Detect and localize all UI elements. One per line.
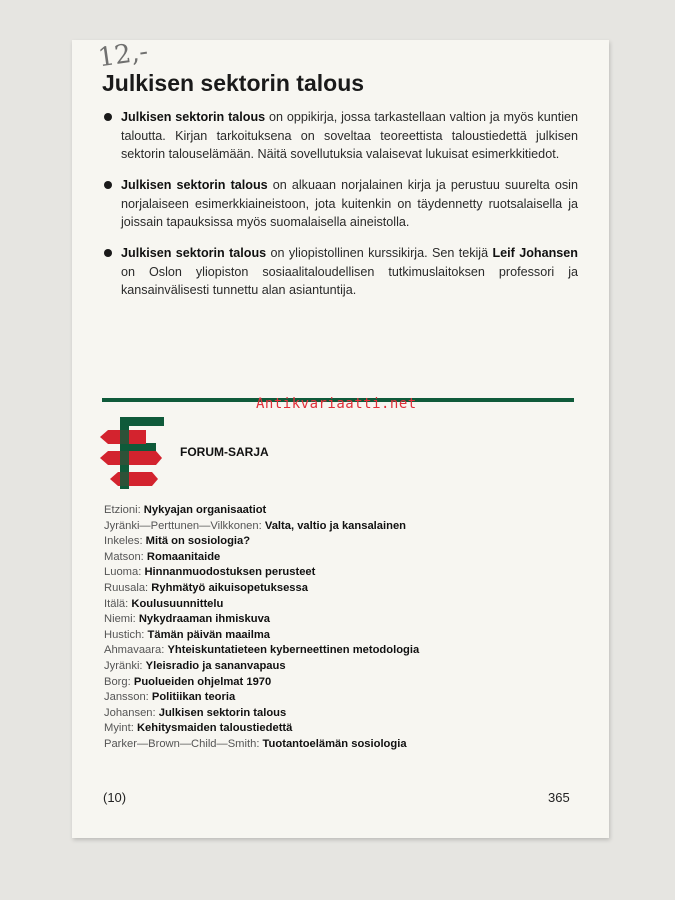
bullet-icon [104, 181, 112, 189]
list-item [104, 675, 564, 691]
list-item [104, 737, 564, 753]
list-item [104, 612, 564, 628]
catalog-number: 365 [548, 790, 570, 805]
series-label: FORUM-SARJA [180, 445, 269, 459]
bullet-icon [104, 113, 112, 121]
list-item [104, 550, 564, 566]
book-title: Julkisen sektorin talous [102, 70, 365, 96]
book-work-title: Yhteiskuntatieteen kyberneettinen metodologia [167, 644, 420, 657]
list-item [104, 721, 564, 737]
book-work-title: Julkisen sektorin talous [158, 706, 287, 719]
book-work-title: Hinnanmuodostuksen perusteet [144, 566, 316, 579]
book-author: Etzioni: [104, 504, 141, 516]
forum-logo-icon [98, 413, 168, 493]
book-author: Borg: [104, 675, 131, 688]
book-work-title: Tuotantoelämän sosiologia [262, 737, 407, 750]
book-author: Jyränki: [104, 659, 143, 672]
book-author: Hustich: [104, 628, 145, 641]
list-item [104, 519, 564, 535]
description-list [104, 108, 578, 310]
book-author: Matson: [104, 550, 144, 563]
paragraph-bold-title: Julkisen sektorin talous [121, 178, 268, 193]
handwritten-price: 12,- [96, 36, 150, 74]
book-author: Jyränki—Perttunen—Vilkkonen: [104, 519, 262, 532]
book-author: Parker—Brown—Child—Smith: [104, 737, 260, 750]
list-item [104, 628, 564, 644]
book-work-title: Valta, valtio ja kansalainen [264, 519, 407, 532]
watermark: Antikvariaatti.net [256, 396, 417, 412]
description-paragraph [104, 108, 578, 164]
book-work-title: Kehitysmaiden taloustiedettä [136, 722, 293, 735]
author-name: Leif Johansen [492, 246, 578, 261]
book-work-title: Nykyajan organisaatiot [143, 504, 267, 516]
book-work-title: Mitä on sosiologia? [145, 535, 251, 548]
book-author: Ruusala: [104, 581, 149, 594]
paragraph-text-continued: on Oslon yliopiston sosiaalitaloudellisen tutkimuslaitoksen professori ja kansainvälisesti tunnettu alan asiantuntija. [121, 264, 578, 298]
book-author: Ahmavaara: [104, 644, 165, 657]
book-work-title: Politiikan teoria [151, 691, 236, 704]
book-author: Itälä: [104, 597, 129, 610]
book-work-title: Ryhmätyö aikuisopetuksessa [151, 581, 308, 594]
list-item [104, 659, 564, 675]
paragraph-bold-title: Julkisen sektorin talous [121, 110, 266, 124]
paragraph-text: on alkuaan norjalainen kirja ja perustuu suurelta osin norjalaiseen esimerkkiaineistoon, jota kuitenkin on täydennetty ruotsalaisella ja joissain tapauksissa myös suomalaisella aineistolla. [121, 178, 578, 230]
list-item [104, 565, 564, 581]
book-work-title: Yleisradio ja sananvapaus [145, 659, 286, 672]
book-work-title: Puolueiden ohjelmat 1970 [133, 675, 272, 688]
book-author: Inkeles: [104, 535, 143, 548]
paragraph-bold-title: Julkisen sektorin talous [121, 246, 267, 261]
list-item [104, 690, 564, 706]
list-item [104, 643, 564, 659]
book-author: Niemi: [104, 613, 136, 626]
list-item [104, 534, 564, 550]
book-author: Jansson: [104, 691, 149, 704]
list-item [104, 597, 564, 613]
list-item [104, 503, 564, 519]
bullet-icon [104, 249, 112, 257]
book-author: Luoma: [104, 566, 142, 579]
paragraph-text: on yliopistollinen kurssikirja. Sen tekijä [266, 246, 493, 261]
description-paragraph [104, 176, 578, 232]
list-item [104, 706, 564, 722]
description-paragraph [104, 244, 578, 300]
series-number: (10) [103, 790, 127, 805]
series-book-list [104, 503, 564, 753]
book-work-title: Nykydraaman ihmiskuva [138, 613, 271, 626]
book-work-title: Romaanitaide [146, 550, 221, 563]
book-author: Johansen: [104, 706, 156, 719]
list-item [104, 581, 564, 597]
paragraph-text: on oppikirja, jossa tarkastellaan valtion ja myös kuntien taloutta. Kirjan tarkoituksena on soveltaa teoreettista taloustiedettä julkisen sektorin talouselämään. Näitä sovellutuksia valaisevat lukuisat esimerkkitiedot. [121, 110, 579, 161]
book-work-title: Koulusuunnittelu [131, 597, 224, 610]
book-work-title: Tämän päivän maailma [147, 628, 271, 641]
book-author: Myint: [104, 722, 134, 735]
